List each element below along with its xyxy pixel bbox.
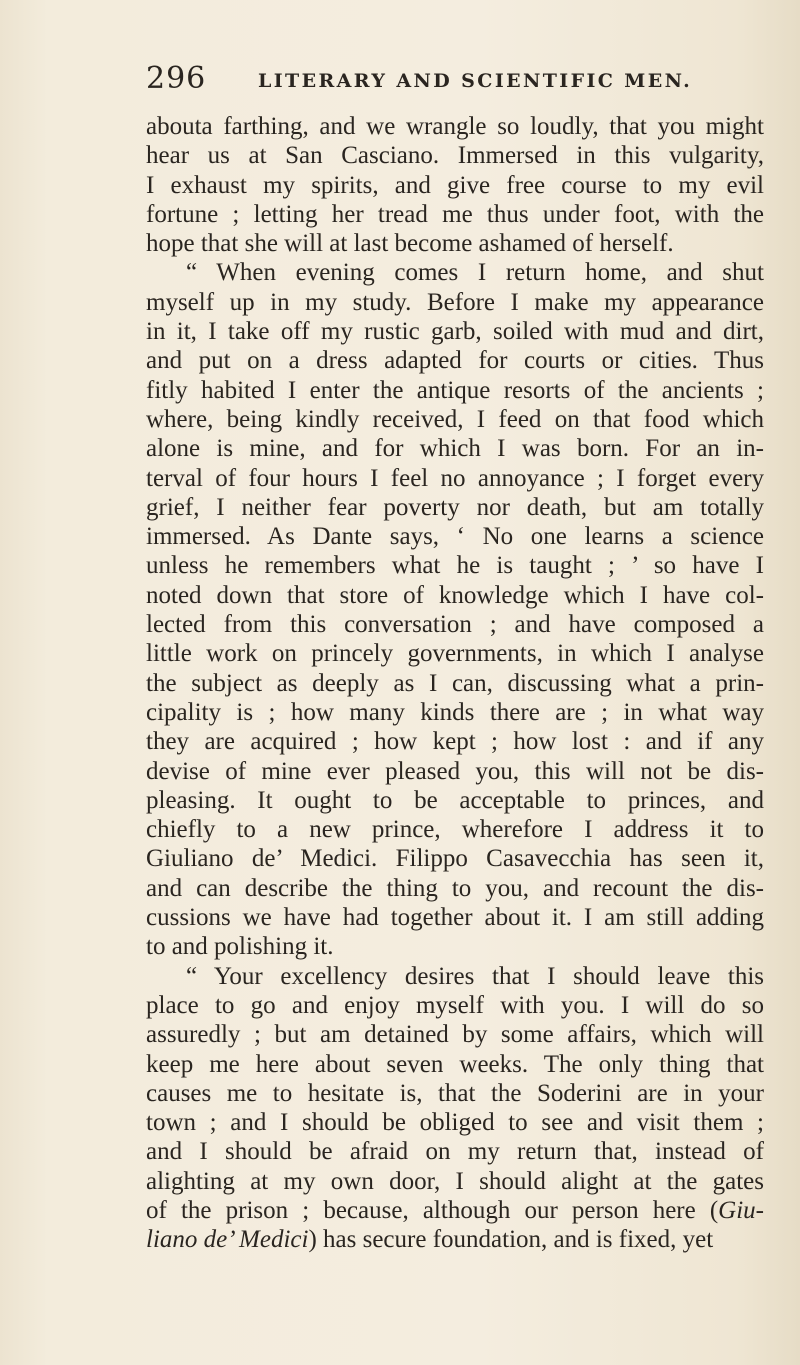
text-line: grief, I neither fear poverty nor death, but am totally	[146, 493, 764, 521]
text-line: fortune ; letting her tread me thus under foot, with the	[146, 200, 764, 228]
page-header	[146, 62, 706, 102]
text-line-mixed	[146, 1225, 764, 1254]
text-line: noted down that store of knowledge which I have col-	[146, 581, 764, 609]
text-line: hear us at San Casciano. Immersed in this vulgarity,	[146, 142, 764, 170]
text-line: terval of four hours I feel no annoyance ; I forget every	[146, 464, 764, 492]
text-line: devise of mine ever pleased you, this will not be dis-	[146, 757, 764, 785]
text-line: and can describe the thing to you, and recount the dis-	[146, 874, 764, 902]
text-line: keep me here about seven weeks. The only thing that	[146, 1050, 764, 1078]
text-segment: of the prison ; because, although our person here (	[146, 1196, 719, 1224]
text-line: assuredly ; but am detained by some affairs, which will	[146, 1021, 764, 1049]
page-number: 296	[146, 61, 207, 96]
text-line: myself up in my study. Before I make my appearance	[146, 288, 764, 316]
text-line: abouta farthing, and we wrangle so loudly, that you might	[146, 113, 764, 140]
text-line: hope that she will at last become ashamed of herself.	[146, 230, 674, 258]
text-line: lected from this conversation ; and have composed a	[146, 611, 764, 639]
text-line: little work on princely governments, in which I analyse	[146, 640, 764, 668]
text-line: and I should be afraid on my return that, instead of	[146, 1138, 764, 1166]
text-line: Giuliano de’ Medici. Filippo Casavecchia has seen it,	[146, 845, 764, 873]
running-head: LITERARY AND SCIENTIFIC MEN.	[258, 70, 693, 92]
text-line: pleasing. It ought to be acceptable to princes, and	[146, 786, 764, 814]
text-line: cipality is ; how many kinds there are ; in what way	[146, 698, 764, 726]
paragraph-start-line: “ When evening comes I return home, and shut	[186, 259, 764, 287]
text-line: alone is mine, and for which I was born. For an in-	[146, 435, 764, 463]
text-segment: ) has secure foundation, and is fixed, yet	[308, 1226, 714, 1254]
text-line: cussions we have had together about it. I am still adding	[146, 904, 764, 932]
text-line-mixed	[146, 1196, 764, 1225]
text-line: and put on a dress adapted for courts or cities. Thus	[146, 347, 764, 375]
text-line: unless he remembers what he is taught ; ’ so have I	[146, 552, 764, 580]
text-line: town ; and I should be obliged to see and visit them ;	[146, 1109, 764, 1137]
text-line: in it, I take off my rustic garb, soiled with mud and dirt,	[146, 318, 764, 346]
text-line: causes me to hesitate is, that the Soderini are in your	[146, 1079, 764, 1107]
text-line: immersed. As Dante says, ‘ No one learns a science	[146, 523, 764, 551]
text-line: chiefly to a new prince, wherefore I address it to	[146, 816, 764, 844]
text-line: place to go and enjoy myself with you. I will do so	[146, 991, 764, 1019]
text-line: where, being kindly received, I feed on that food which	[146, 405, 764, 433]
text-line: I exhaust my spirits, and give free course to my evil	[146, 171, 764, 199]
text-line: they are acquired ; how kept ; how lost : and if any	[146, 728, 764, 756]
text-line: alighting at my own door, I should alight at the gates	[146, 1167, 764, 1195]
text-line: the subject as deeply as I can, discussing what a prin-	[146, 669, 764, 697]
text-line: to and polishing it.	[146, 933, 334, 961]
italic-text-segment: Giu-	[718, 1196, 764, 1224]
body-text	[146, 112, 764, 1255]
text-line: fitly habited I enter the antique resorts of the ancients ;	[146, 376, 764, 404]
paragraph-start-line: “ Your excellency desires that I should leave this	[186, 962, 764, 990]
italic-text-segment: liano de’ Medici	[146, 1226, 309, 1254]
